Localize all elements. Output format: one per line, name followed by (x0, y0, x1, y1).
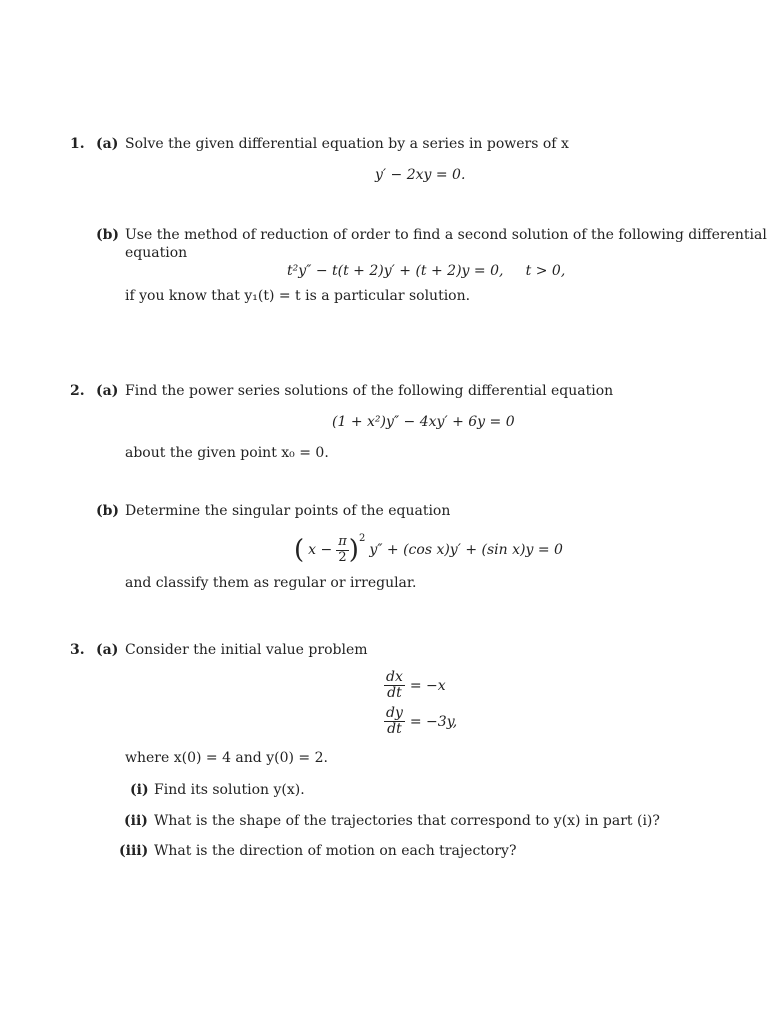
problem-1a-label: (a) (96, 136, 119, 152)
subpart-i-label: (i) (130, 782, 149, 798)
right-paren: ) (348, 535, 359, 565)
problem-2-number: 2. (70, 383, 85, 399)
pi-over-two-fraction (336, 535, 349, 565)
dx-numerator: dx (386, 669, 403, 685)
subpart-i-text: Find its solution y(x). (154, 782, 305, 798)
problem-2a-equation: (1 + x²)y″ − 4xy′ + 6y = 0 (332, 414, 515, 430)
left-paren: ( (294, 535, 305, 565)
problem-1-number: 1. (70, 136, 85, 152)
dy-numerator: dy (386, 705, 403, 721)
system-equation-1 (384, 670, 446, 702)
subpart-iii-label: (iii) (119, 843, 149, 859)
problem-3a-text: Consider the initial value problem (125, 642, 368, 658)
problem-3a-after: where x(0) = 4 and y(0) = 2. (125, 750, 328, 766)
subpart-iii-text: What is the direction of motion on each trajectory? (154, 843, 517, 859)
dt-denominator: dt (387, 685, 402, 702)
eq-exponent: 2 (358, 532, 366, 544)
problem-2a-after: about the given point x₀ = 0. (125, 445, 329, 461)
problem-3-number: 3. (70, 642, 85, 658)
fraction-denominator: 2 (338, 549, 347, 565)
subpart-ii-text: What is the shape of the trajectories that correspond to y(x) in part (i)? (154, 813, 660, 829)
eq-x-minus: x − (308, 542, 333, 558)
problem-2a-label: (a) (96, 383, 119, 399)
dy-dt-fraction (384, 706, 405, 738)
problem-2b-equation (294, 530, 563, 570)
eq-rest: y″ + (cos x)y′ + (sin x)y = 0 (369, 542, 563, 558)
system-1-rhs: = −x (409, 677, 446, 694)
system-equation-2 (384, 706, 457, 738)
problem-2b-label: (b) (96, 503, 120, 519)
problem-1b-after: if you know that y₁(t) = t is a particular solution. (125, 288, 471, 304)
problem-1a-equation: y′ − 2xy = 0. (375, 167, 466, 183)
problem-1b-equation: t²y″ − t(t + 2)y′ + (t + 2)y = 0, t > 0, (287, 263, 566, 279)
subpart-ii-label: (ii) (124, 813, 148, 829)
problem-2a-text: Find the power series solutions of the following differential equation (125, 383, 614, 399)
problem-3a-label: (a) (96, 642, 119, 658)
problem-2b-text: Determine the singular points of the equation (125, 503, 451, 519)
dx-dt-fraction (384, 670, 405, 702)
problem-1b-label: (b) (96, 227, 120, 243)
problem-1b-text-line2: equation (125, 245, 188, 261)
problem-1a-text: Solve the given differential equation by a series in powers of x (125, 136, 569, 152)
problem-1b-text-line1: Use the method of reduction of order to find a second solution of the following differential (125, 227, 767, 243)
problem-2b-after: and classify them as regular or irregular. (125, 575, 417, 591)
dt-denominator: dt (387, 721, 402, 738)
system-2-rhs: = −3y, (409, 713, 458, 730)
fraction-numerator: π (338, 534, 347, 550)
